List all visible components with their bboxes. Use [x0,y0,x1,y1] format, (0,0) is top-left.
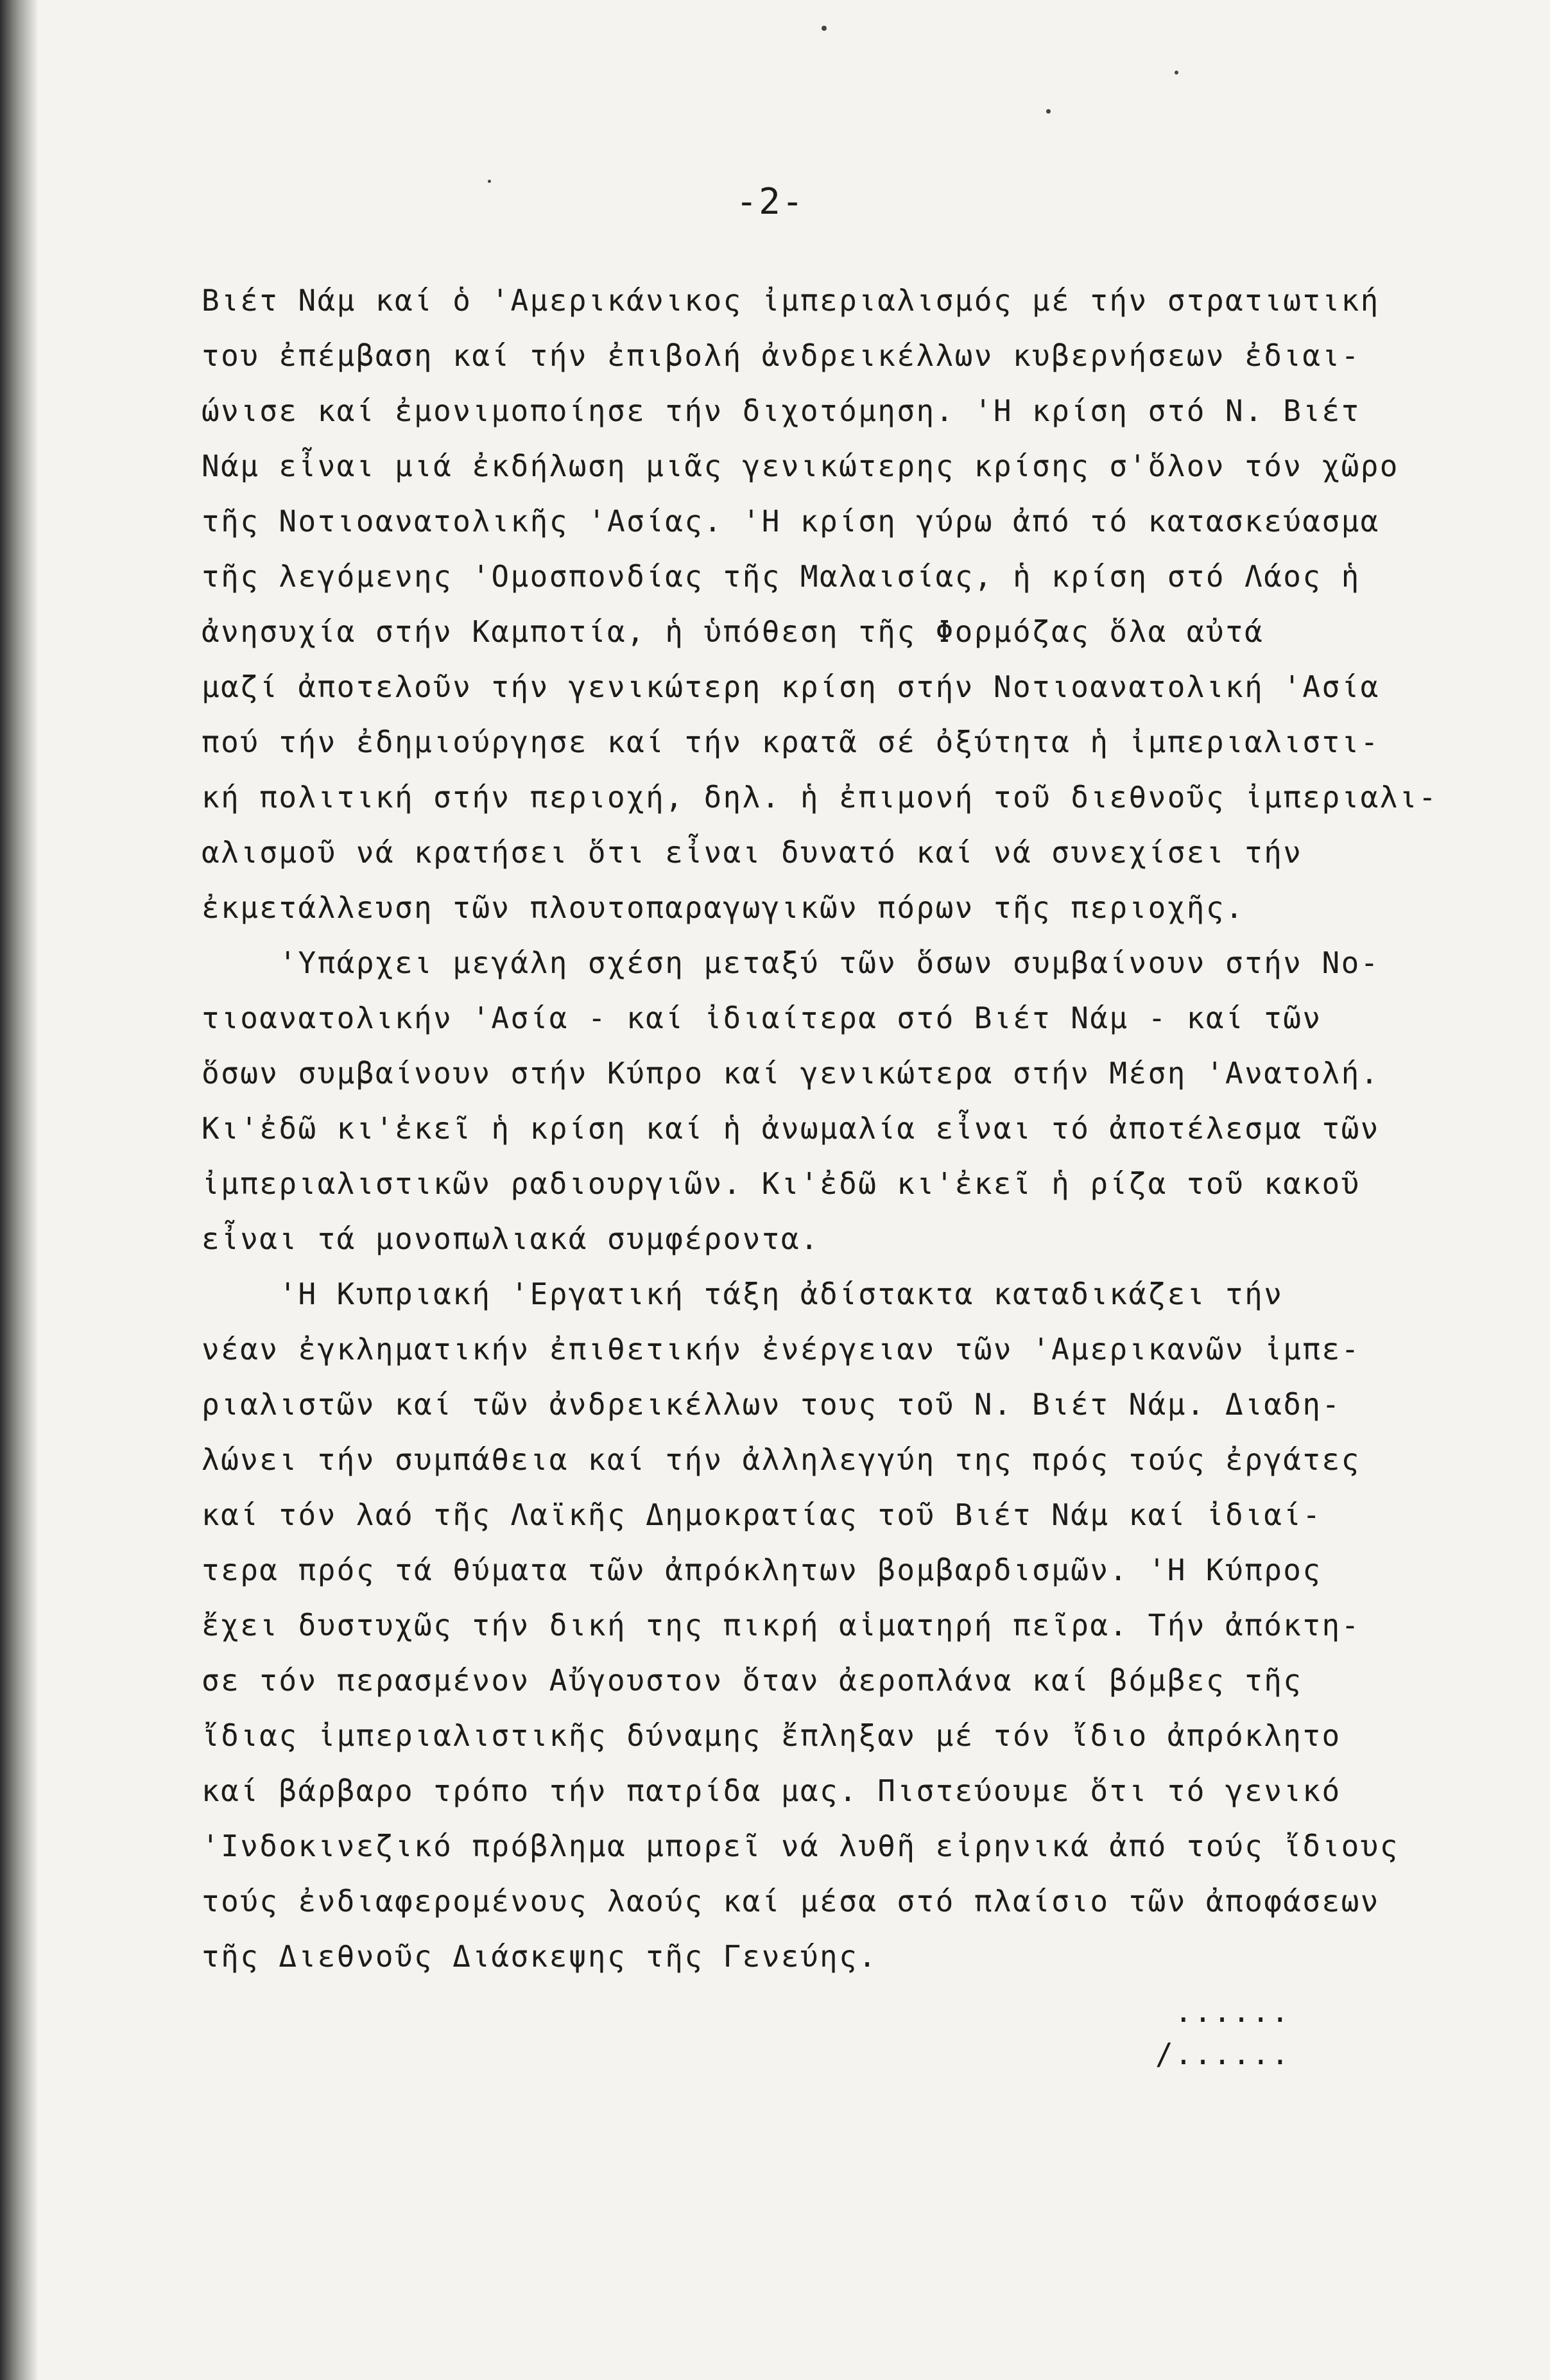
scan-speck [1046,109,1051,114]
text-line: πού τήν ἐδημιούργησε καί τήν κρατᾶ σέ ὀξύτητα ἡ ἰμπεριαλιστι- [202,725,1380,759]
text-line: τῆς Νοτιοανατολικῆς 'Ασίας. 'Η κρίση γύρω ἀπό τό κατασκεύασμα [202,504,1380,539]
text-line: 'Υπάρχει μεγάλη σχέση μεταξύ τῶν ὅσων συμβαίνουν στήν Νο- [202,945,1380,980]
text-line: κή πολιτική στήν περιοχή, δηλ. ἡ ἐπιμονή τοῦ διεθνοῦς ἰμπεριαλι- [202,780,1438,815]
text-line: Βιέτ Νάμ καί ὁ 'Αμερικάνικος ἰμπεριαλισμός μέ τήν στρατιωτική [202,283,1380,318]
text-line: τερα πρός τά θύματα τῶν ἀπρόκλητων βομβαρδισμῶν. 'Η Κύπρος [202,1553,1322,1587]
text-line: σε τόν περασμένον Αὔγουστον ὅταν ἀεροπλάνα καί βόμβες τῆς [202,1663,1303,1698]
text-line: τῆς Διεθνοῦς Διάσκεψης τῆς Γενεύης. [202,1939,878,1974]
text-line: ἀνησυχία στήν Καμποτία, ἡ ὑπόθεση τῆς Φορμόζας ὅλα αὐτά [202,614,1264,649]
text-line: τῆς λεγόμενης 'Ομοσπονδίας τῆς Μαλαισίας, ἡ κρίση στό Λάος ἡ [202,559,1361,594]
scanned-page-edge [0,0,39,2380]
text-line: τούς ἐνδιαφερομένους λαούς καί μέσα στό πλαίσιο τῶν ἀποφάσεων [202,1884,1380,1919]
scan-speck [1175,71,1178,74]
text-line: τιοανατολικήν 'Ασία - καί ἰδιαίτερα στό Βιέτ Νάμ - καί τῶν [202,1001,1322,1035]
text-line: Νάμ εἶναι μιά ἐκδήλωση μιᾶς γενικώτερης κρίσης σ'ὅλον τόν χῶρο [202,449,1399,483]
text-line: ἴδιας ἰμπεριαλιστικῆς δύναμης ἔπληξαν μέ τόν ἴδιο ἀπρόκλητο [202,1718,1341,1753]
continuation-mark: /...... [1155,2037,1291,2071]
text-line: λώνει τήν συμπάθεια καί τήν ἀλληλεγγύη της πρός τούς ἐργάτες [202,1442,1361,1477]
text-line: του ἐπέμβαση καί τήν ἐπιβολή ἀνδρεικέλλων κυβερνήσεων ἐδιαι- [202,338,1361,373]
page-number: -2- [736,181,805,223]
text-line: μαζί ἀποτελοῦν τήν γενικώτερη κρίση στήν Νοτιοανατολική 'Ασία [202,669,1380,704]
text-line: ώνισε καί ἐμονιμοποίησε τήν διχοτόμηση. 'Η κρίση στό Ν. Βιέτ [202,393,1361,428]
text-line: καί τόν λαό τῆς Λαϊκῆς Δημοκρατίας τοῦ Βιέτ Νάμ καί ἰδιαί- [202,1497,1322,1532]
text-line: ἐκμετάλλευση τῶν πλουτοπαραγωγικῶν πόρων τῆς περιοχῆς. [202,890,1245,925]
text-line: ριαλιστῶν καί τῶν ἀνδρεικέλλων τους τοῦ Ν. Βιέτ Νάμ. Διαδη- [202,1387,1341,1422]
text-line: 'Ινδοκινεζικό πρόβλημα μπορεῖ νά λυθῆ εἰρηνικά ἀπό τούς ἴδιους [202,1829,1399,1863]
text-line: αλισμοῦ νά κρατήσει ὅτι εἶναι δυνατό καί νά συνεχίσει τήν [202,835,1303,870]
text-line: ἔχει δυστυχῶς τήν δική της πικρή αἱματηρή πεῖρα. Τήν ἀπόκτη- [202,1608,1361,1643]
text-line: καί βάρβαρο τρόπο τήν πατρίδα μας. Πιστεύουμε ὅτι τό γενικό [202,1773,1341,1808]
continuation-dots: ...... [1175,1994,1291,2029]
scan-speck [488,180,491,183]
text-line: εἶναι τά μονοπωλιακά συμφέροντα. [202,1221,820,1256]
text-line: ὅσων συμβαίνουν στήν Κύπρο καί γενικώτερα στήν Μέση 'Ανατολή. [202,1056,1380,1091]
text-line: νέαν ἐγκληματικήν ἐπιθετικήν ἐνέργειαν τῶν 'Αμερικανῶν ἰμπε- [202,1332,1361,1367]
scan-speck [822,26,827,31]
text-line: ἰμπεριαλιστικῶν ραδιουργιῶν. Κι'ἐδῶ κι'ἐκεῖ ἡ ρίζα τοῦ κακοῦ [202,1166,1361,1201]
text-line: Κι'ἐδῶ κι'ἐκεῖ ἡ κρίση καί ἡ ἀνωμαλία εἶναι τό ἀποτέλεσμα τῶν [202,1111,1380,1146]
text-line: 'Η Κυπριακή 'Εργατική τάξη ἀδίστακτα καταδικάζει τήν [202,1277,1284,1311]
